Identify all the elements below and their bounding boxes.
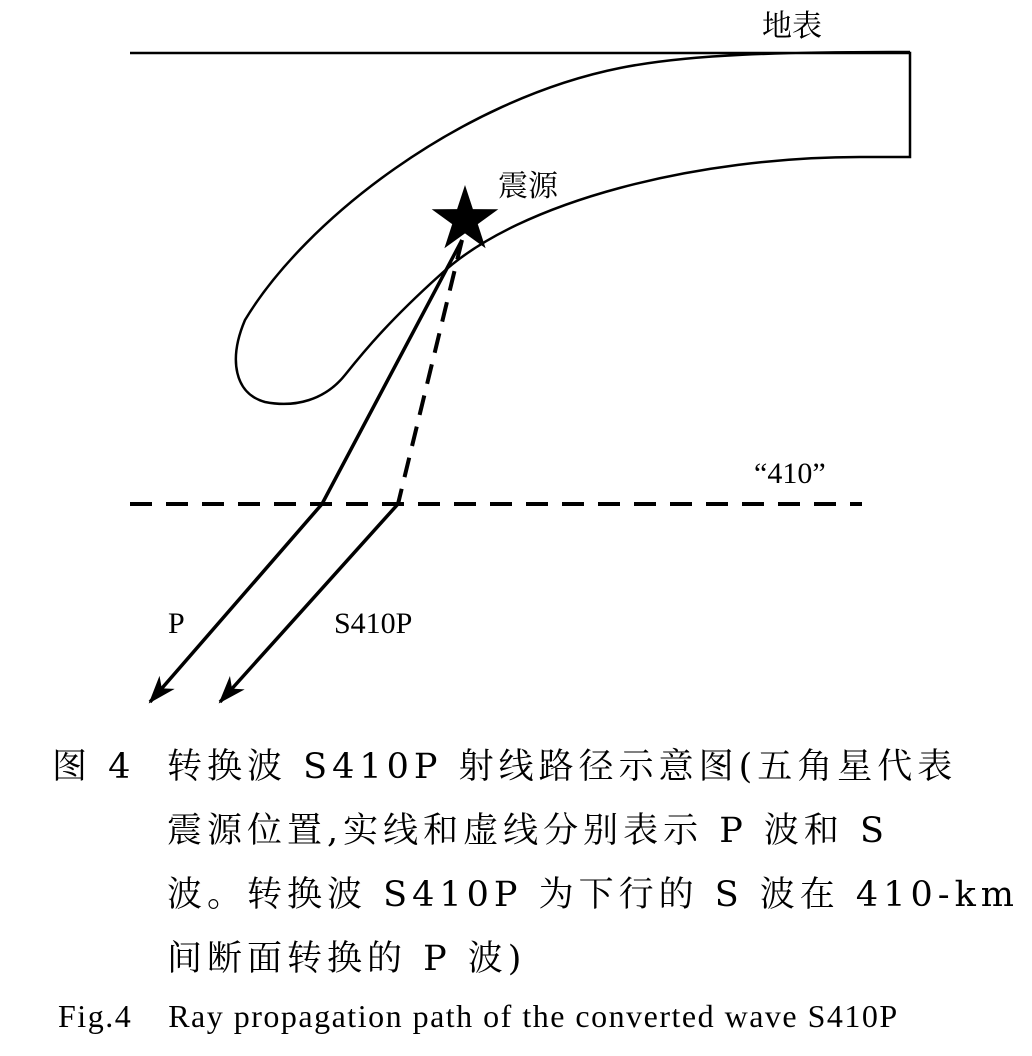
subducting-slab-outline	[130, 52, 910, 404]
caption-zh-text: 转换波 S410P 射线路径示意图(五角星代表	[167, 747, 958, 787]
caption-chinese-line-3	[52, 863, 1019, 927]
caption-chinese-line-4	[52, 927, 1012, 991]
s410p-wave-label: S410P	[334, 607, 413, 640]
hypocenter-label: 震源	[498, 170, 558, 203]
s-wave-ray-dashed	[398, 240, 462, 504]
s410p-converted-p-ray	[220, 504, 398, 702]
surface-label: 地表	[762, 10, 822, 43]
discontinuity-410-label: “410”	[754, 457, 826, 490]
figure-number-zh: 图 4	[52, 747, 136, 787]
caption-zh-text: 震源位置,实线和虚线分别表示 P 波和 S	[167, 811, 890, 851]
caption-zh-text: 间断面转换的 P 波)	[167, 939, 527, 979]
caption-en-text: Ray propagation path of the converted wave S410P	[168, 998, 899, 1034]
caption-chinese-line-2	[52, 799, 1012, 863]
caption-chinese-line-1	[52, 735, 1012, 799]
caption-zh-text: 波。转换波 S410P 为下行的 S 波在 410-km	[167, 875, 1019, 915]
figure-number-en: Fig.4	[58, 998, 133, 1034]
caption-english	[58, 998, 1018, 1035]
p-wave-label: P	[168, 607, 185, 640]
p-wave-ray	[150, 240, 462, 702]
caption-chinese	[52, 735, 1019, 991]
